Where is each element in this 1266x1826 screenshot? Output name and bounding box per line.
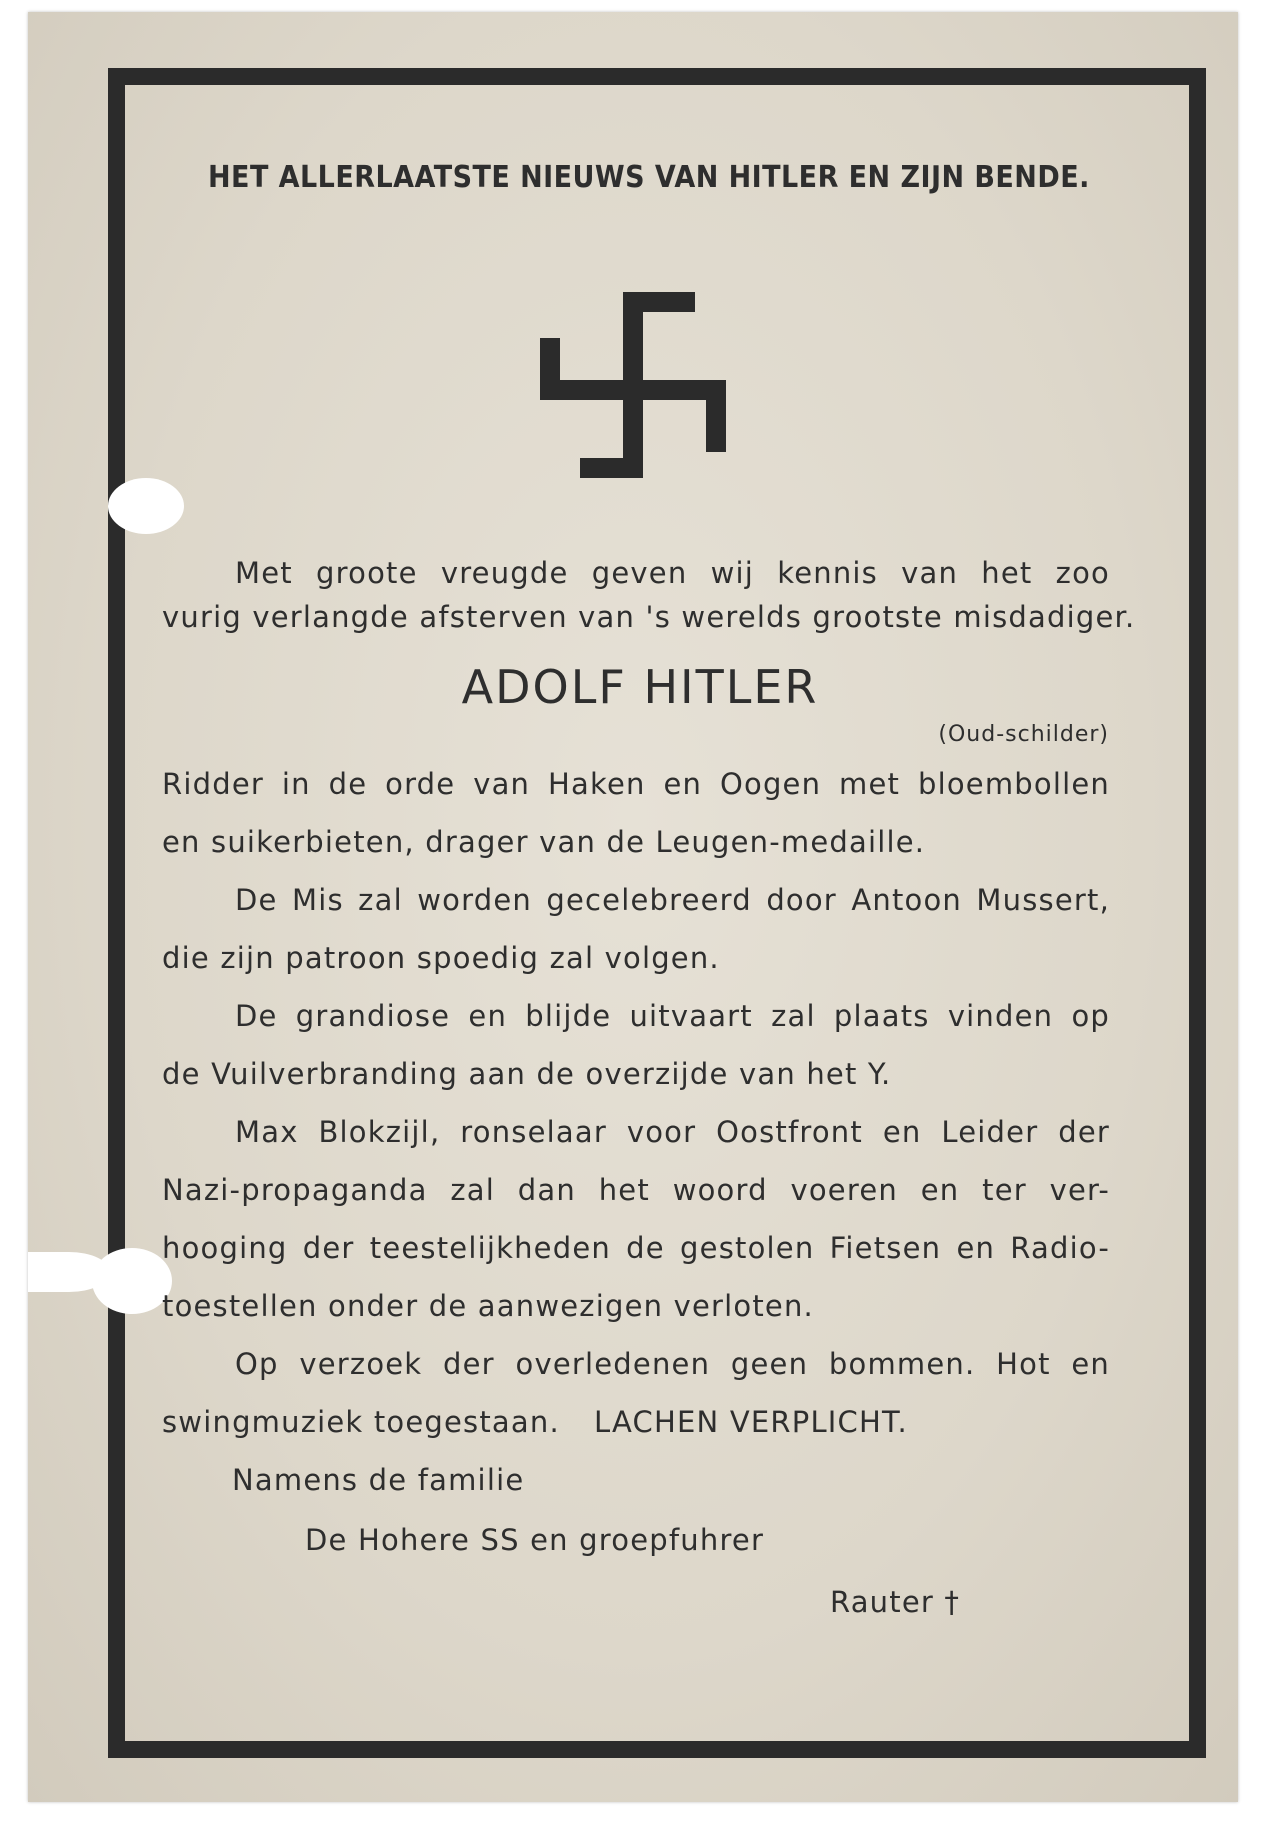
intro-line-2: vurig verlangde afsterven van 's werelds grootste misdadiger. [162,600,1136,634]
funeral-line-1: De grandiose en blijde uitvaart zal plaats vinden op [235,999,1110,1033]
titles-line-1: Ridder in de orde van Haken en Oogen met bloembollen [162,767,1110,801]
signatory-title: De Hohere SS en groepfuhrer [305,1523,765,1557]
laughter-notice: LACHEN VERPLICHT. [594,1405,908,1439]
mass-line-1: De Mis zal worden gecelebreerd door Antoon Mussert, [235,883,1110,917]
speaker-line-4: toestellen onder de aanwezigen verloten. [162,1289,814,1323]
deceased-occupation: (Oud-schilder) [938,722,1109,747]
signatory-name: Rauter † [830,1585,961,1619]
speaker-line-2: Nazi-propaganda zal dan het woord voeren en ter ver- [162,1173,1110,1207]
speaker-line-3: hooging der teestelijkheden de gestolen Fietsen en Radio- [162,1231,1110,1265]
punch-hole [108,478,184,534]
intro-line-1: Met groote vreugde geven wij kennis van het zoo [235,556,1110,590]
request-line-1: Op verzoek der overledenen geen bommen. Hot en [235,1347,1110,1381]
deceased-name: ADOLF HITLER [461,660,819,714]
torn-edge [28,1252,110,1292]
funeral-line-2: de Vuilverbranding aan de overzijde van het Y. [162,1057,892,1091]
swastika-emblem-icon [538,292,738,492]
titles-line-2: en suikerbieten, drager van de Leugen-medaille. [162,825,926,859]
family-label: Namens de familie [232,1463,525,1497]
mass-line-2: die zijn patroon spoedig zal volgen. [162,941,720,975]
speaker-line-1: Max Blokzijl, ronselaar voor Oostfront en Leider der [235,1115,1110,1149]
request-line-2: swingmuziek toegestaan. [162,1405,560,1439]
card-heading: HET ALLERLAATSTE NIEUWS VAN HITLER EN ZIJN BENDE. [208,160,1090,195]
